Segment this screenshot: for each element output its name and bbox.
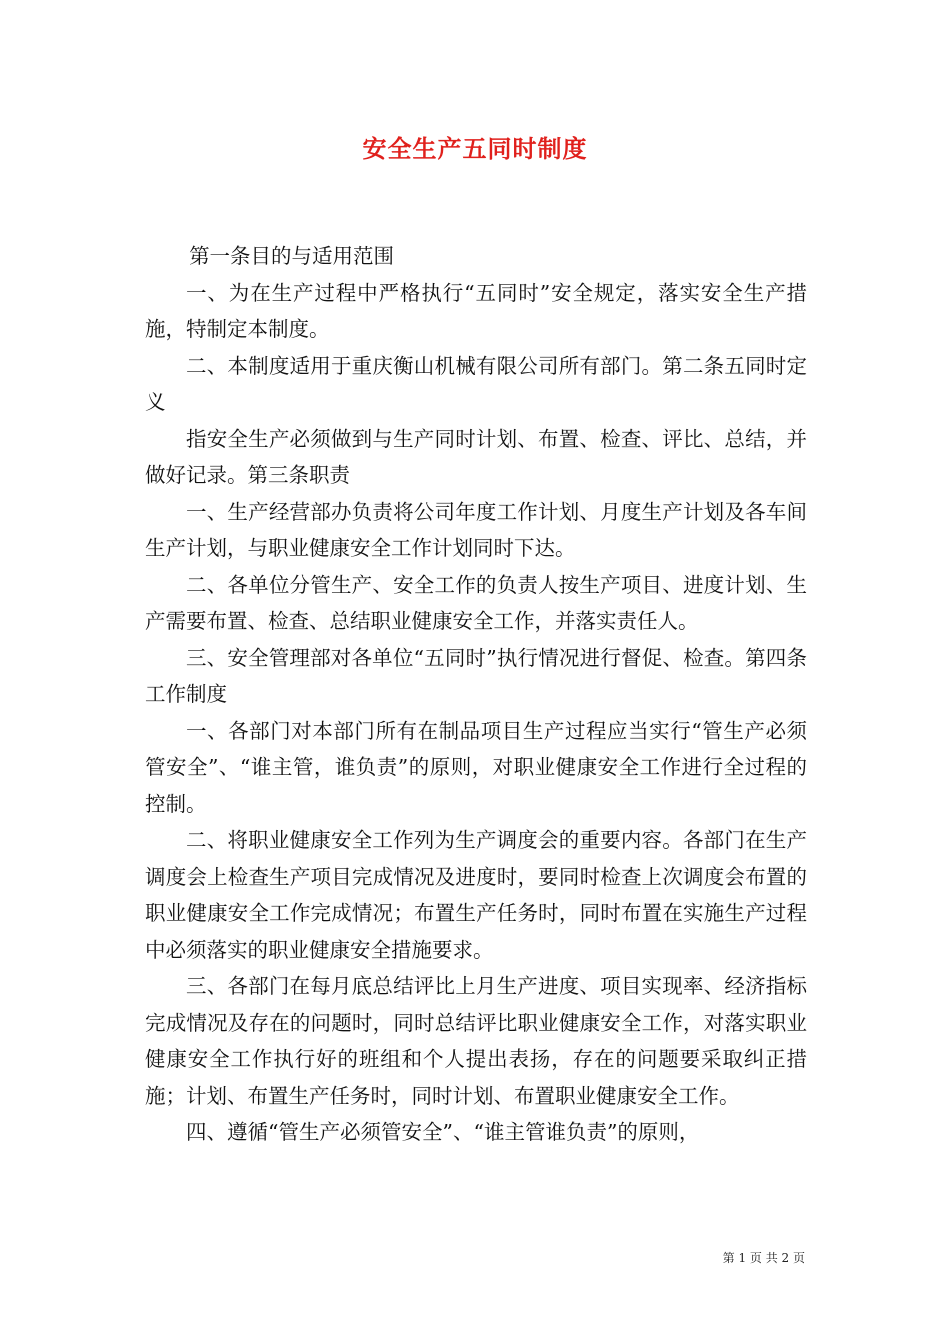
paragraph: 一、生产经营部办负责将公司年度工作计划、月度生产计划及各车间生产计划，与职业健康安全工作计划同时下达。 [145, 499, 807, 560]
paragraph: 一、各部门对本部门所有在制品项目生产过程应当实行“管生产必须管安全”、“谁主管，谁负责”的原则，对职业健康安全工作进行全过程的控制。 [145, 718, 807, 816]
document-title: 安全生产五同时制度 [362, 134, 588, 163]
paragraph: 二、将职业健康安全工作列为生产调度会的重要内容。各部门在生产调度会上检查生产项目完成情况及进度时，要同时检查上次调度会布置的职业健康安全工作完成情况；布置生产任务时，同时布置在实施生产过程中必须落实的职业健康安全措施要求。 [145, 828, 807, 962]
section-heading-article-1: 第一条目的与适用范围 [189, 244, 395, 268]
paragraph: 四、遵循“管生产必须管安全”、“谁主管谁负责”的原则， [186, 1120, 700, 1144]
paragraph: 一、为在生产过程中严格执行“五同时”安全规定，落实安全生产措施，特制定本制度。 [145, 280, 807, 341]
paragraph: 指安全生产必须做到与生产同时计划、布置、检查、评比、总结，并做好记录。第三条职责 [145, 426, 807, 487]
document-body [145, 238, 807, 1151]
paragraph: 三、安全管理部对各单位“五同时”执行情况进行督促、检查。第四条工作制度 [145, 645, 807, 706]
page-number-footer: 第 1 页 共 2 页 [722, 1251, 805, 1265]
paragraph: 二、本制度适用于重庆衡山机械有限公司所有部门。第二条五同时定义 [145, 353, 807, 414]
paragraph: 二、各单位分管生产、安全工作的负责人按生产项目、进度计划、生产需要布置、检查、总结职业健康安全工作，并落实责任人。 [145, 572, 807, 633]
paragraph: 三、各部门在每月底总结评比上月生产进度、项目实现率、经济指标完成情况及存在的问题时，同时总结评比职业健康安全工作，对落实职业健康安全工作执行好的班组和个人提出表扬，存在的问题要采取纠正措施；计划、布置生产任务时，同时计划、布置职业健康安全工作。 [145, 974, 807, 1108]
